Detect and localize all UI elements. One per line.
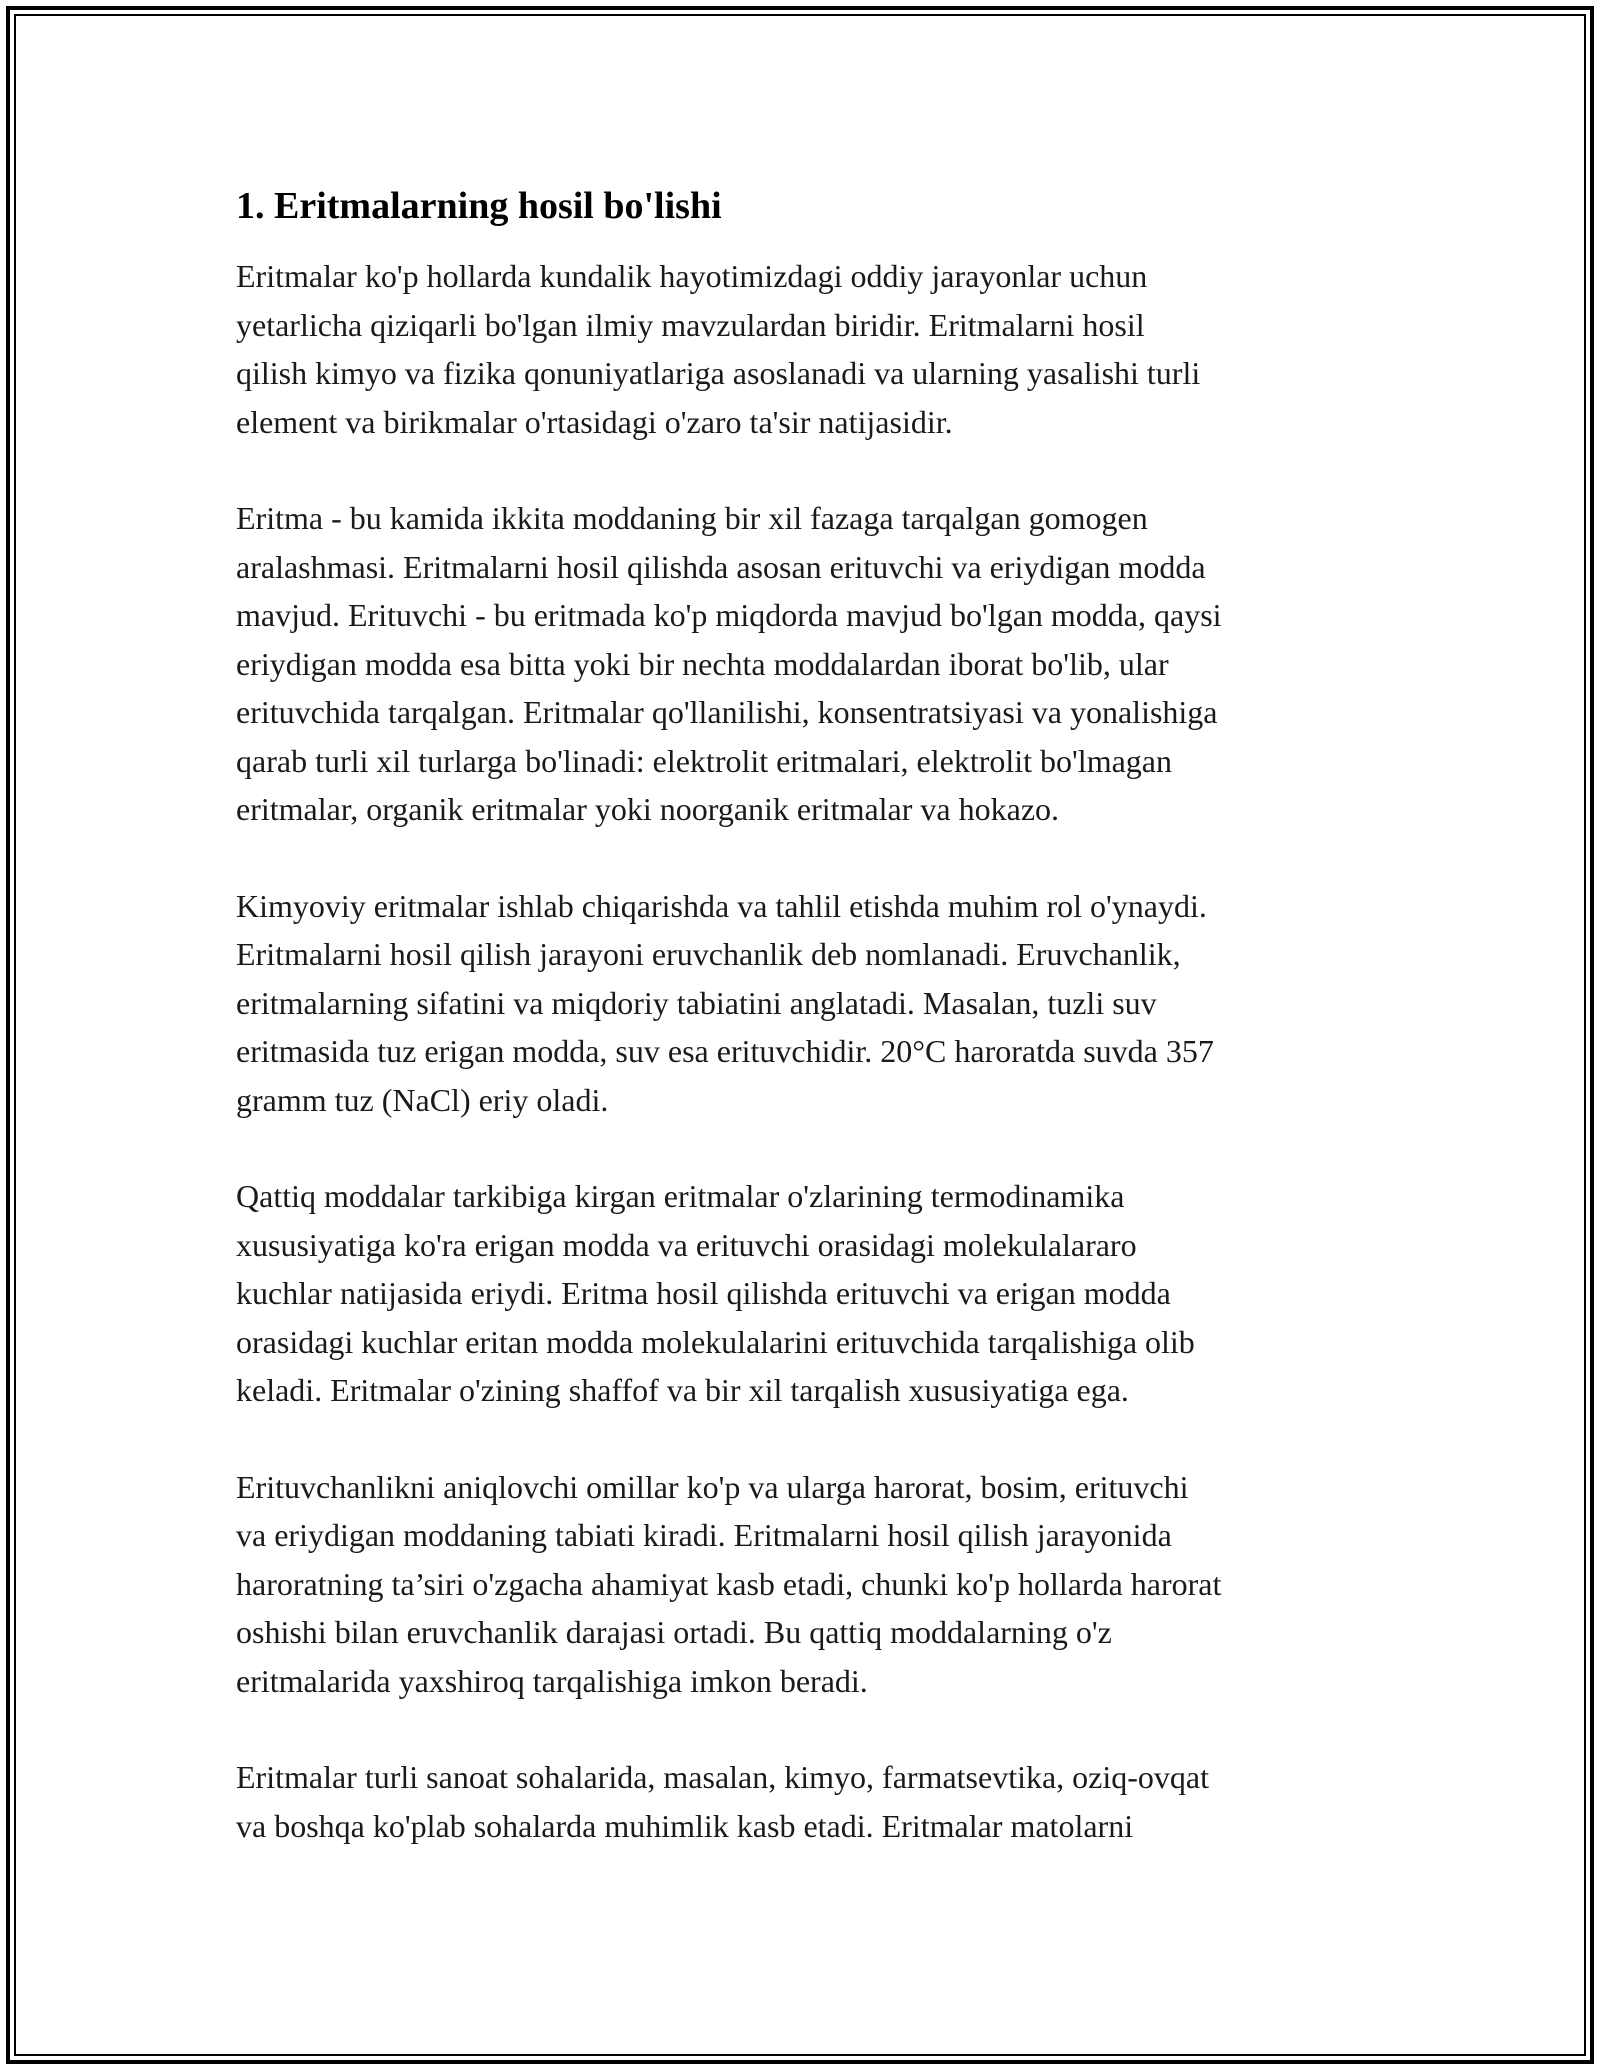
paragraph-line: yetarlicha qiziqarli bo'lgan ilmiy mavzulardan biridir. Eritmalarni hosil xyxy=(236,306,1145,343)
paragraph-line: Eritmalarni hosil qilish jarayoni eruvchanlik deb nomlanadi. Eruvchanlik, xyxy=(236,936,1181,972)
paragraph-line: orasidagi kuchlar eritan modda molekulalarini erituvchida tarqalishiga olib xyxy=(236,1323,1195,1360)
paragraph-line: eritmalarning sifatini va miqdoriy tabiatini anglatadi. Masalan, tuzli suv xyxy=(236,984,1157,1021)
paragraph-line: va eriydigan moddaning tabiati kiradi. Eritmalarni hosil qilish jarayonida xyxy=(236,1517,1172,1553)
paragraph-line: eritmasida tuz erigan modda, suv esa erituvchidir. 20°C haroratda suvda 357 xyxy=(236,1033,1214,1069)
paragraph xyxy=(236,252,1386,446)
paragraph-line: mavjud. Erituvchi - bu eritmada ko'p miqdorda mavjud bo'lgan modda, qaysi xyxy=(236,597,1222,633)
paragraph-line: qilish kimyo va fizika qonuniyatlariga asoslanadi va ularning yasalishi turli xyxy=(236,355,1201,391)
paragraph xyxy=(236,1172,1386,1415)
paragraph-line: element va birikmalar o'rtasidagi o'zaro ta'sir natijasidir. xyxy=(236,403,953,440)
paragraph-line: oshishi bilan eruvchanlik darajasi ortadi. Bu qattiq moddalarning o'z xyxy=(236,1614,1112,1650)
paragraph xyxy=(236,1753,1386,1850)
paragraph xyxy=(236,1463,1386,1706)
paragraph-line: qarab turli xil turlarga bo'linadi: elektrolit eritmalari, elektrolit bo'lmagan xyxy=(236,742,1172,779)
section-heading: 1. Eritmalarning hosil bo'lishi xyxy=(236,185,722,227)
paragraph-list xyxy=(236,252,1386,1850)
paragraph-line: eritmalar, organik eritmalar yoki noorganik eritmalar va hokazo. xyxy=(236,791,1060,827)
paragraph-line: Eritmalar turli sanoat sohalarida, masalan, kimyo, farmatsevtika, oziq-ovqat xyxy=(236,1759,1210,1795)
paragraph-line: Eritmalar ko'p hollarda kundalik hayotimizdagi oddiy jarayonlar uchun xyxy=(236,258,1148,294)
paragraph-line: keladi. Eritmalar o'zining shaffof va bir xil tarqalish xususiyatiga ega. xyxy=(236,1372,1129,1408)
paragraph-line: kuchlar natijasida eriydi. Eritma hosil qilishda erituvchi va erigan modda xyxy=(236,1275,1171,1311)
paragraph-line: va boshqa ko'plab sohalarda muhimlik kasb etadi. Eritmalar matolarni xyxy=(236,1807,1134,1844)
paragraph-line: eritmalarida yaxshiroq tarqalishiga imkon beradi. xyxy=(236,1662,868,1699)
paragraph xyxy=(236,494,1386,834)
paragraph-line: erituvchida tarqalgan. Eritmalar qo'llanilishi, konsentratsiyasi va yonalishiga xyxy=(236,694,1218,730)
paragraph-line: Eritma - bu kamida ikkita moddaning bir xil fazaga tarqalgan gomogen xyxy=(236,500,1148,536)
paragraph-line: gramm tuz (NaCl) eriy oladi. xyxy=(236,1081,609,1118)
paragraph-line: haroratning ta’siri o'zgacha ahamiyat kasb etadi, chunki ko'p hollarda harorat xyxy=(236,1565,1222,1602)
paragraph xyxy=(236,882,1386,1125)
paragraph-line: Qattiq moddalar tarkibiga kirgan eritmalar o'zlarining termodinamika xyxy=(236,1178,1125,1214)
paragraph-line: Kimyoviy eritmalar ishlab chiqarishda va tahlil etishda muhim rol o'ynaydi. xyxy=(236,887,1207,924)
paragraph-line: eriydigan modda esa bitta yoki bir nechta moddalardan iborat bo'lib, ular xyxy=(236,645,1169,682)
paragraph-line: aralashmasi. Eritmalarni hosil qilishda asosan erituvchi va eriydigan modda xyxy=(236,548,1206,585)
document-body xyxy=(236,182,1386,1898)
paragraph-line: xususiyatiga ko'ra erigan modda va erituvchi orasidagi molekulalararo xyxy=(236,1226,1137,1263)
paragraph-line: Erituvchanlikni aniqlovchi omillar ko'p va ularga harorat, bosim, erituvchi xyxy=(236,1468,1189,1505)
